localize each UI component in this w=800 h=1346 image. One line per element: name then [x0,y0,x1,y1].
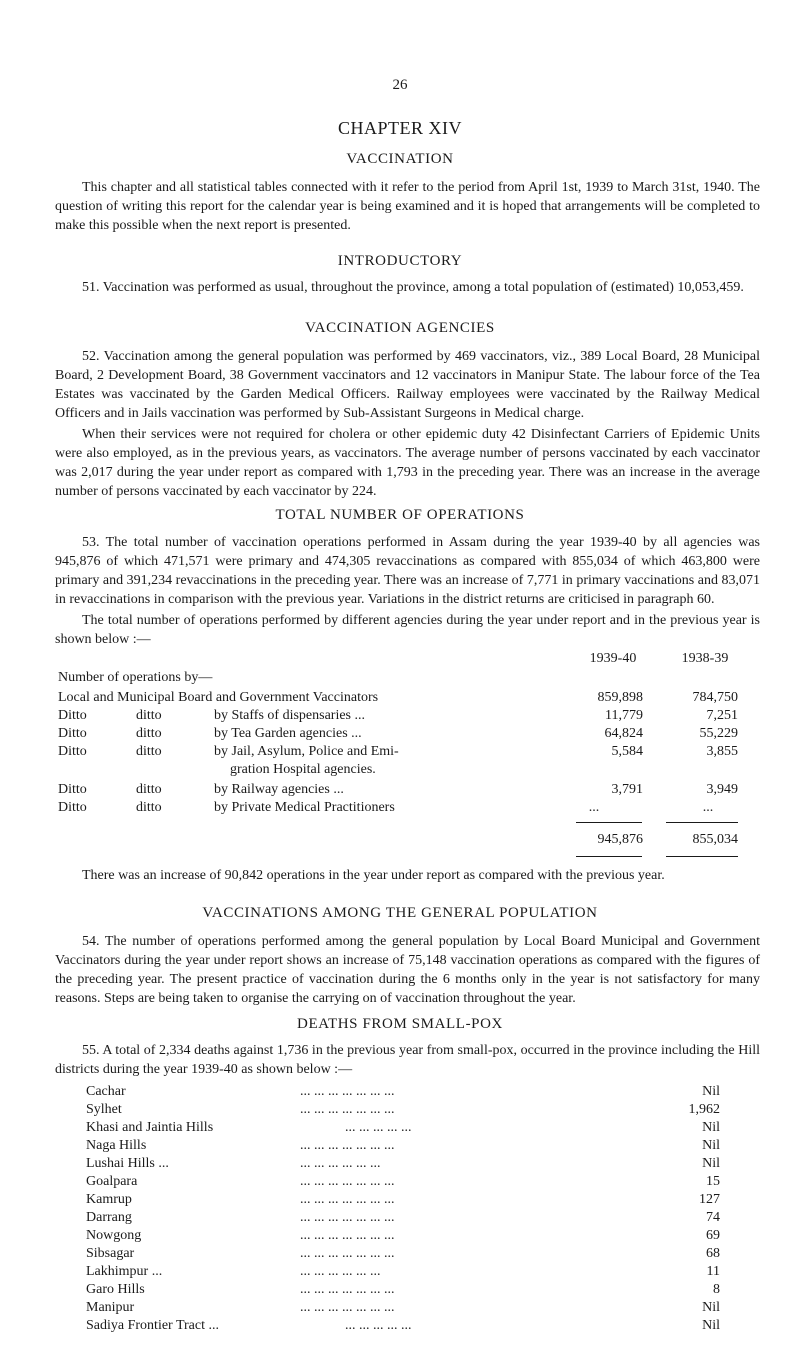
deaths-value: Nil [702,1138,720,1153]
deaths-value: 11 [706,1264,720,1279]
deaths-value: 68 [706,1246,720,1261]
table-row-ditto: Ditto [58,800,87,815]
table-cell-1938: 55,229 [699,726,738,741]
paragraph-53-continued: The total number of operations performed by different agencies during the year under report and in the previous year is shown below :— [55,613,760,647]
chapter-title: CHAPTER XIV [337,118,462,138]
table-row-agency: by Tea Garden agencies ... [214,726,362,741]
leader-dots: ... ... ... ... ... ... [300,1156,381,1171]
leader-dots: ... ... ... ... ... ... [300,1264,381,1279]
total-rule-bottom [666,856,738,857]
table-cell-1938: ... [702,800,714,815]
table-cell-1939: 3,791 [611,782,643,797]
district-name: Naga Hills [86,1138,147,1153]
deaths-value: 74 [706,1210,720,1225]
district-name: Manipur [86,1300,135,1315]
deaths-value: Nil [702,1300,720,1315]
table-row-ditto: ditto [136,726,162,741]
table-row-ditto: ditto [136,782,162,797]
intro-paragraph: This chapter and all statistical tables connected with it refer to the period from April 1st, 1939 to March 31st, 1940. The question of writing this report for the calendar year is being examined and it is hoped that arrangements will be completed to make this possible when the next report is presented. [55,180,760,233]
table-label: Number of operations by— [58,670,213,685]
deaths-value: Nil [702,1156,720,1171]
table-cell-1939: 11,779 [605,708,643,723]
leader-dots: ... ... ... ... ... ... ... [300,1246,395,1261]
heading-general-population: VACCINATIONS AMONG THE GENERAL POPULATION [202,905,598,921]
leader-dots: ... ... ... ... ... [345,1120,412,1135]
table-row-ditto: Ditto [58,744,87,759]
deaths-value: 69 [706,1228,720,1243]
table-cell-1938: 3,949 [706,782,738,797]
district-name: Cachar [86,1084,126,1099]
paragraph-55: 55. A total of 2,334 deaths against 1,736 in the previous year from small-pox, occurred in the province including the Hill districts during the year 1939-40 as shown below :— [55,1043,760,1077]
table-row-agency: by Jail, Asylum, Police and Emi- [214,744,399,759]
leader-dots: ... ... ... ... ... ... ... [300,1138,395,1153]
district-name: Goalpara [86,1174,138,1189]
leader-dots: ... ... ... ... ... ... ... [300,1228,395,1243]
table-row-ditto: Ditto [58,726,87,741]
district-name: Kamrup [86,1192,132,1207]
heading-deaths-small-pox: DEATHS FROM SMALL-POX [297,1016,503,1032]
district-name: Lushai Hills ... [86,1156,169,1171]
table-cell-1938: 7,251 [706,708,738,723]
district-name: Sylhet [86,1102,122,1117]
column-header-1939-40: 1939-40 [589,651,637,666]
table-row-ditto: Ditto [58,708,87,723]
deaths-value: 1,962 [688,1102,720,1117]
table-cell-1938: 3,855 [706,744,738,759]
table-cell-1939: 5,584 [611,744,643,759]
district-name: Garo Hills [86,1282,145,1297]
table-cell-1939: 859,898 [597,690,643,705]
table-row-agency: by Railway agencies ... [214,782,344,797]
deaths-value: 15 [706,1174,720,1189]
page-number: 26 [392,77,408,93]
paragraph-52: 52. Vaccination among the general population was performed by 469 vaccinators, viz., 389 Local Board, 28 Municipal Board, 2 Development Board, 38 Government vaccinators and 12 vaccinators in Manipur State. The labour force of the Tea Estates was vaccinated by the Garden Medical Officers. Railway employees were vaccinated by the Railway Medical Officers and in Jails vaccination was performed by Sub-Assistant Surgeons in Medical charge. [55,349,760,421]
deaths-value: 8 [713,1282,720,1297]
paragraph-51: 51. Vaccination was performed as usual, throughout the province, among a total population of (estimated) 10,053,459. [82,280,744,295]
deaths-value: Nil [702,1120,720,1135]
leader-dots: ... ... ... ... ... ... ... [300,1084,395,1099]
paragraph-53: 53. The total number of vaccination operations performed in Assam during the year 1939-40 by all agencies was 945,876 of which 471,571 were primary and 474,305 revaccinations as compared with 855,034 of which 463,800 were primary and 391,234 revaccinations in the preceding year. There was an increase of 7,771 in primary vaccinations and 83,071 in revaccinations in comparison with the previous year. Variations in the district returns are criticised in paragraph 60. [55,535,760,607]
heading-total-operations: TOTAL NUMBER OF OPERATIONS [275,507,525,523]
total-rule-top [666,822,738,823]
table-cell-1938: 784,750 [692,690,738,705]
table-row-label: Local and Municipal Board and Government Vaccinators [58,690,379,705]
deaths-value: Nil [702,1084,720,1099]
table-row-ditto: ditto [136,744,162,759]
table-row-agency-continued: gration Hospital agencies. [230,762,376,777]
district-name: Nowgong [86,1228,142,1243]
district-name: Khasi and Jaintia Hills [86,1120,214,1135]
district-name: Sadiya Frontier Tract ... [86,1318,219,1333]
table-cell-1939: 64,824 [604,726,643,741]
paragraph-increase: There was an increase of 90,842 operations in the year under report as compared with the previous year. [82,868,665,883]
total-rule-bottom [576,856,642,857]
paragraph-52-continued: When their services were not required for cholera or other epidemic duty 42 Disinfectant Carriers of Epidemic Units were also employed, as in the previous years, as vaccinators. The average number of persons vaccinated by each vaccinator was 2,017 during the year under report as compared with 1,793 in the preceding year. There was an increase in the average number of persons vaccinated by each vaccinator by 224. [55,427,760,499]
section-heading-vaccination: VACCINATION [346,151,454,167]
total-1939: 945,876 [597,832,643,847]
total-rule-top [576,822,642,823]
table-row-agency: by Private Medical Practitioners [214,800,395,815]
heading-introductory: INTRODUCTORY [337,253,463,269]
deaths-value: 127 [699,1192,720,1207]
table-row-agency: by Staffs of dispensaries ... [214,708,365,723]
district-name: Lakhimpur ... [86,1264,163,1279]
deaths-value: Nil [702,1318,720,1333]
table-cell-1939: ... [588,800,600,815]
leader-dots: ... ... ... ... ... ... ... [300,1210,395,1225]
table-row-ditto: ditto [136,708,162,723]
district-name: Sibsagar [86,1246,135,1261]
leader-dots: ... ... ... ... ... ... ... [300,1174,395,1189]
leader-dots: ... ... ... ... ... ... ... [300,1102,395,1117]
district-name: Darrang [86,1210,132,1225]
column-header-1938-39: 1938-39 [681,651,729,666]
paragraph-54: 54. The number of operations performed among the general population by Local Board Municipal and Government Vaccinators during the year under report shows an increase of 75,148 vaccination operations as compared with the figures of the preceding year. The present practice of vaccination during the 6 months only in the year is not satisfactory for many reasons. Steps are being taken to organise the carrying on of vaccination throughout the year. [55,934,760,1006]
leader-dots: ... ... ... ... ... ... ... [300,1192,395,1207]
total-1938: 855,034 [692,832,738,847]
leader-dots: ... ... ... ... ... ... ... [300,1300,395,1315]
table-row-ditto: Ditto [58,782,87,797]
heading-vaccination-agencies: VACCINATION AGENCIES [305,320,495,336]
leader-dots: ... ... ... ... ... ... ... [300,1282,395,1297]
table-row-ditto: ditto [136,800,162,815]
leader-dots: ... ... ... ... ... [345,1318,412,1333]
